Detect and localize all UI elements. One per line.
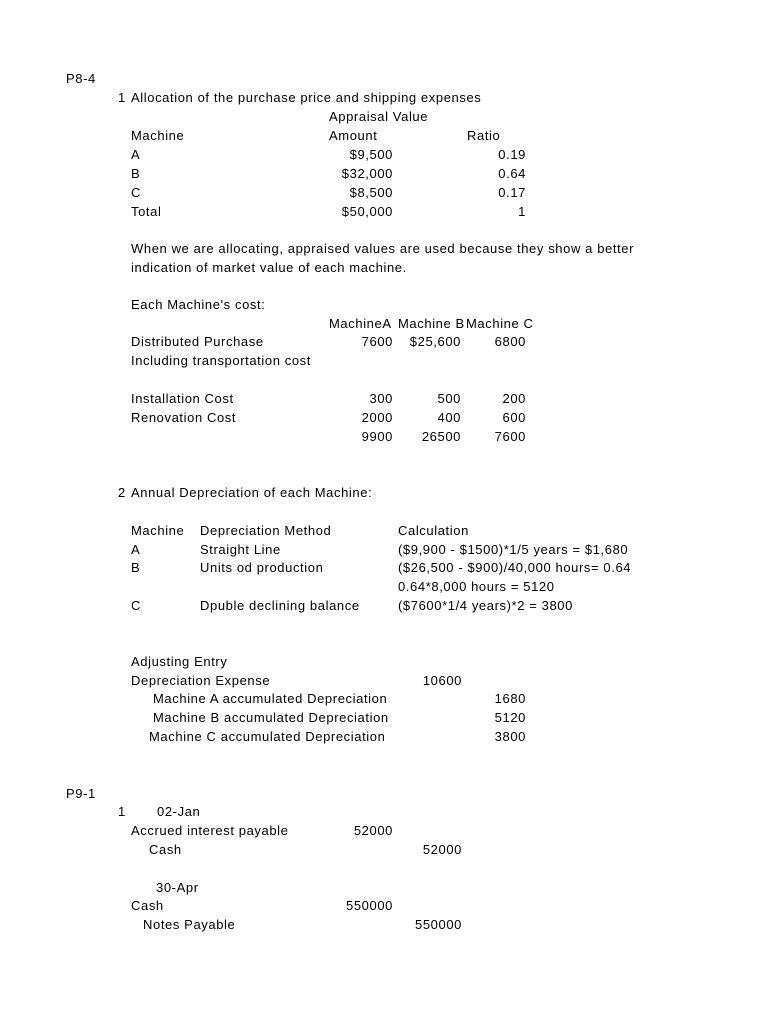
entry-debit-value: 10600 <box>422 673 462 688</box>
table-cell-machine: Total <box>131 204 162 219</box>
table-cell: 2000 <box>361 410 393 425</box>
entry-credit-value: 1680 <box>494 691 526 706</box>
entry-credit-value: 3800 <box>494 729 526 744</box>
entry-date: 30-Apr <box>156 880 199 895</box>
table-cell-total: 9900 <box>361 429 393 444</box>
entry-credit-label: Machine A accumulated Depreciation <box>153 691 388 706</box>
row-label: Installation Cost <box>131 391 234 406</box>
column-header-machine: Machine <box>131 128 185 143</box>
column-header-calculation: Calculation <box>398 523 469 538</box>
entry-credit-value: 52000 <box>422 842 462 857</box>
note-text: When we are allocating, appraised values are used because they show a better <box>131 241 635 256</box>
problem-heading-p9-1: P9-1 <box>66 786 96 801</box>
part-number: 1 <box>118 804 126 819</box>
entry-debit-value: 52000 <box>353 823 393 838</box>
table-cell-ratio: 0.19 <box>498 147 526 162</box>
row-label: Including transportation cost <box>131 353 311 368</box>
table-cell: 300 <box>369 391 393 406</box>
table-cell: 6800 <box>494 334 526 349</box>
column-header-machine-b: Machine B <box>398 316 465 331</box>
table-cell-machine: A <box>131 147 141 162</box>
entry-title: Adjusting Entry <box>131 654 228 669</box>
table-cell: 200 <box>502 391 526 406</box>
column-header-ratio: Ratio <box>467 128 501 143</box>
table-cell-calculation: ($26,500 - $900)/40,000 hours= 0.64 <box>398 560 632 575</box>
entry-credit-label: Cash <box>149 842 182 857</box>
table-cell-method: Dpuble declining balance <box>200 598 360 613</box>
table-cell-total: 7600 <box>494 429 526 444</box>
table-cell-amount: $50,000 <box>341 204 393 219</box>
column-header-machine-c: Machine C <box>466 316 534 331</box>
table-cell-machine: C <box>131 598 141 613</box>
table-cell-ratio: 0.64 <box>498 166 526 181</box>
table-cell-calculation: ($7600*1/4 years)*2 = 3800 <box>398 598 573 613</box>
column-header-appraisal: Appraisal Value <box>329 109 429 124</box>
column-header-method: Depreciation Method <box>200 523 332 538</box>
entry-credit-value: 550000 <box>415 917 462 932</box>
table-cell-machine: A <box>131 542 141 557</box>
row-label: Renovation Cost <box>131 410 237 425</box>
part-title: Annual Depreciation of each Machine: <box>131 485 373 500</box>
column-header-machine-a: MachineA <box>329 316 392 331</box>
section-title: Each Machine's cost: <box>131 297 266 312</box>
entry-debit-label: Cash <box>131 898 164 913</box>
table-cell-method: Straight Line <box>200 542 281 557</box>
row-label: Distributed Purchase <box>131 334 264 349</box>
entry-date: 02-Jan <box>157 804 201 819</box>
column-header-amount: Amount <box>329 128 378 143</box>
entry-debit-value: 550000 <box>346 898 393 913</box>
table-cell-ratio: 0.17 <box>498 185 526 200</box>
column-header-machine: Machine <box>131 523 185 538</box>
table-cell-calculation: 0.64*8,000 hours = 5120 <box>398 579 555 594</box>
part-title: Allocation of the purchase price and shipping expenses <box>131 90 482 105</box>
entry-credit-label: Notes Payable <box>143 917 236 932</box>
table-cell-calculation: ($9,900 - $1500)*1/5 years = $1,680 <box>398 542 629 557</box>
table-cell-amount: $32,000 <box>341 166 393 181</box>
note-text: indication of market value of each machine. <box>131 260 407 275</box>
table-cell-method: Units od production <box>200 560 324 575</box>
entry-credit-label: Machine B accumulated Depreciation <box>153 710 389 725</box>
table-cell-amount: $8,500 <box>349 185 393 200</box>
part-number: 2 <box>118 485 126 500</box>
table-cell-machine: C <box>131 185 141 200</box>
table-cell: 7600 <box>361 334 393 349</box>
table-cell-amount: $9,500 <box>349 147 393 162</box>
table-cell: 500 <box>437 391 461 406</box>
table-cell: $25,600 <box>409 334 461 349</box>
table-cell-ratio: 1 <box>518 204 526 219</box>
entry-debit-label: Depreciation Expense <box>131 673 271 688</box>
table-cell-total: 26500 <box>421 429 461 444</box>
part-number: 1 <box>118 90 126 105</box>
entry-credit-label: Machine C accumulated Depreciation <box>149 729 386 744</box>
problem-heading-p8-4: P8-4 <box>66 71 96 86</box>
entry-debit-label: Accrued interest payable <box>131 823 289 838</box>
table-cell-machine: B <box>131 166 141 181</box>
table-cell: 400 <box>437 410 461 425</box>
table-cell: 600 <box>502 410 526 425</box>
entry-credit-value: 5120 <box>494 710 526 725</box>
table-cell-machine: B <box>131 560 141 575</box>
